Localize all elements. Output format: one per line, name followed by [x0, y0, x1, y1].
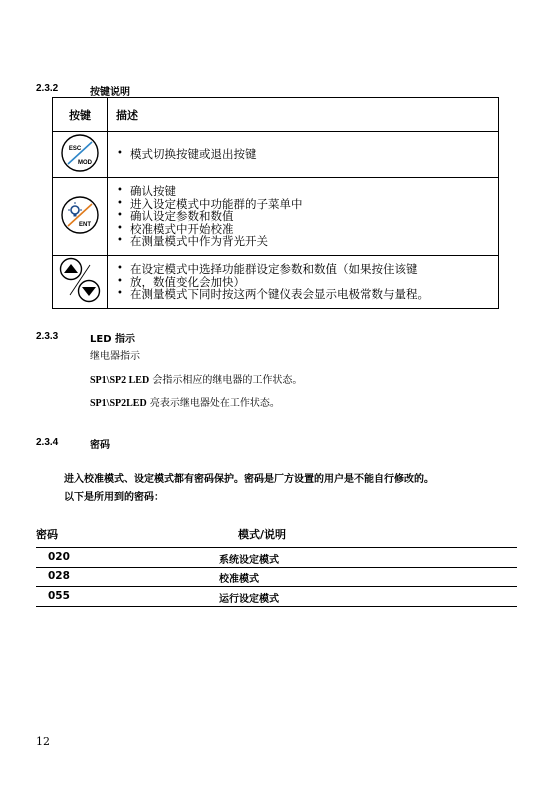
table-row — [36, 567, 517, 587]
section-title: 密码 — [90, 440, 110, 451]
list-item: • 确认按键 — [130, 185, 498, 198]
key-cell — [53, 178, 108, 256]
esc-mod-key-icon — [59, 133, 101, 173]
list-item: • 放，数值变化会加快） — [130, 276, 498, 289]
list-item: • 模式切换按键或退出按键 — [130, 148, 498, 161]
key-cell — [53, 132, 108, 178]
section-title: 按键说明 — [90, 87, 130, 98]
key-cell — [53, 256, 108, 309]
led-subtitle: 继电器指示 — [90, 351, 140, 362]
desc-cell — [108, 178, 499, 256]
section-number: 2.3.3 — [36, 331, 59, 342]
led-line-1 — [90, 371, 302, 386]
led-line-text: 亮表示继电器处在工作状态。 — [146, 398, 280, 409]
table-row — [53, 132, 499, 178]
table-row — [36, 587, 517, 607]
table-row — [36, 547, 517, 568]
table-row — [53, 256, 499, 309]
password-mode: 校准模式 — [219, 574, 259, 585]
esc-label: ESC — [68, 145, 82, 152]
list-item: • 在测量模式中作为背光开关 — [130, 235, 498, 248]
led-label-bold: SP1\SP2LED — [90, 398, 147, 409]
list-item: • 在设定模式中选择功能群设定参数和数值（如果按住该键 — [130, 263, 498, 276]
password-mode: 系统设定模式 — [219, 555, 279, 566]
password-paragraph: 以下是所用到的密码： — [64, 492, 164, 503]
up-down-keys-icon — [57, 256, 103, 304]
mode-column-header: 模式/说明 — [238, 528, 287, 541]
key-table-header — [53, 98, 499, 132]
page-number: 12 — [36, 735, 50, 748]
ent-key-icon — [59, 195, 101, 235]
password-code: 055 — [48, 590, 70, 602]
section-title: LED 指示 — [90, 334, 135, 345]
password-mode: 运行设定模式 — [219, 594, 279, 605]
desc-cell — [108, 132, 499, 178]
section-number: 2.3.2 — [36, 83, 59, 94]
key-column-header: 按键 — [53, 98, 108, 132]
password-paragraph: 进入校准模式、设定模式都有密码保护。密码是厂方设置的用户是不能自行修改的。 — [64, 474, 434, 485]
ent-label: ENT — [79, 221, 91, 228]
list-item: • 在测量模式下同时按这两个键仪表会显示电极常数与量程。 — [130, 288, 498, 301]
desc-column-header: 描述 — [108, 98, 499, 132]
key-table — [52, 97, 499, 309]
mod-label: MOD — [78, 159, 92, 166]
list-item: • 进入设定模式中功能群的子菜单中 — [130, 198, 498, 211]
code-column-header: 密码 — [36, 528, 58, 541]
password-code: 020 — [48, 551, 70, 563]
led-line-text: 会指示相应的继电器的工作状态。 — [149, 375, 303, 386]
table-row — [53, 178, 499, 256]
password-code: 028 — [48, 570, 70, 582]
list-item: • 确认设定参数和数值 — [130, 210, 498, 223]
section-number: 2.3.4 — [36, 437, 59, 448]
led-line-2 — [90, 394, 280, 409]
desc-cell — [108, 256, 499, 309]
led-label-bold: SP1\SP2 LED — [90, 375, 150, 386]
list-item: • 校准模式中开始校准 — [130, 223, 498, 236]
